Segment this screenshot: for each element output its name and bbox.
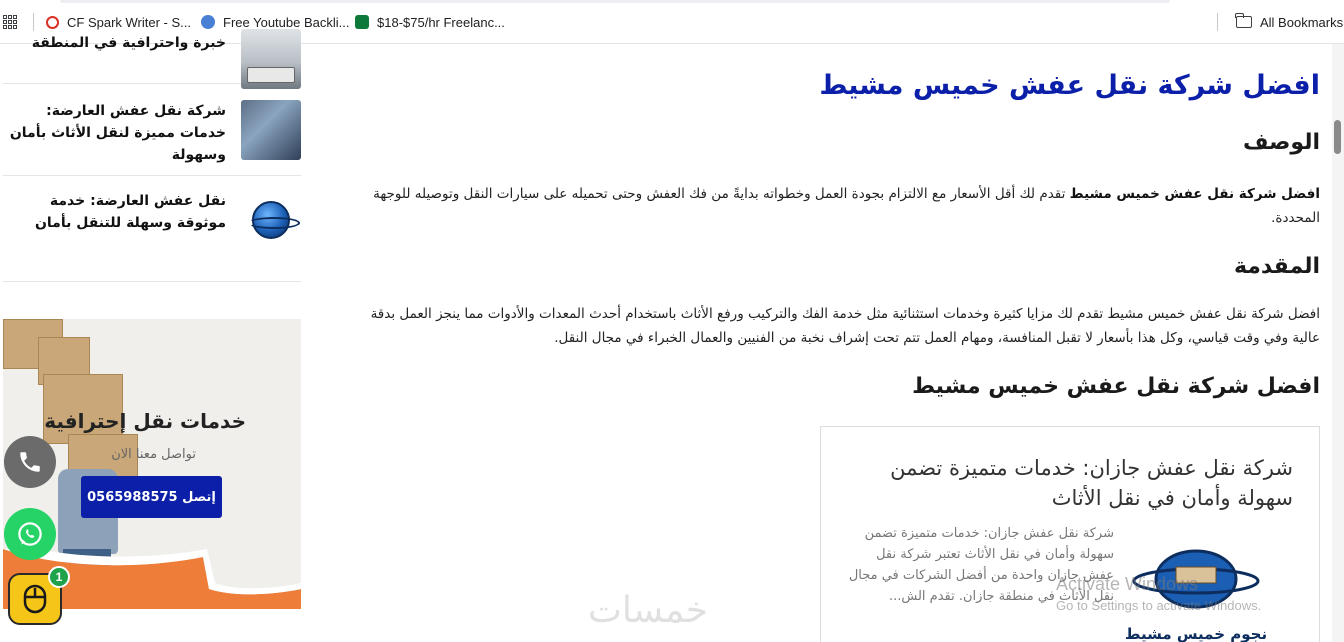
article xyxy=(340,44,1320,642)
description-heading: الوصف xyxy=(1242,130,1320,155)
whatsapp-icon xyxy=(15,519,45,549)
all-bookmarks-button[interactable] xyxy=(1236,12,1343,32)
banner-title: خدمات نقل إحترافية xyxy=(44,409,246,433)
section-heading: افضل شركة نقل عفش خميس مشيط xyxy=(912,374,1320,399)
floating-phone-button[interactable] xyxy=(4,436,56,488)
address-bar-edge xyxy=(60,0,1170,3)
all-bookmarks-label: All Bookmarks xyxy=(1260,14,1344,30)
notification-badge: 1 xyxy=(48,566,70,588)
bookmark-freelance[interactable] xyxy=(355,12,505,32)
globe-icon xyxy=(252,201,290,239)
related-post-title[interactable]: شركة نقل عفش جازان: خدمات متميزة تضمن سهولة وأمان في نقل الأثاث xyxy=(890,456,1293,510)
sidebar-post-title[interactable]: خبرة واحترافية في المنطقة xyxy=(31,35,226,51)
logo-text: نجوم خميس مشيط xyxy=(1124,625,1268,642)
banner-subtitle: تواصل معنا الان xyxy=(111,447,196,462)
description-text: تقدم لك أقل الأسعار مع الالتزام بجودة العمل وخطواته بدايةً من فك العفش وحتى تحميله على سيارات النقل وتوصيله للوجهة المحددة. xyxy=(373,186,1320,226)
sidebar-post-title[interactable]: شركة نقل عفش العارضة: خدمات مميزة لنقل الأثاث بأمان وسهولة xyxy=(9,103,226,163)
call-button[interactable]: إتصل 0565988575 xyxy=(81,476,222,518)
page-scrollbar[interactable] xyxy=(1332,44,1344,642)
bookmarks-separator xyxy=(1217,13,1218,31)
movers-thumbnail[interactable] xyxy=(241,100,301,160)
activation-subtitle: Go to Settings to activate Windows. xyxy=(1056,598,1262,613)
windows-activation-watermark xyxy=(1056,574,1261,613)
bookmark-label: CF Spark Writer - S... xyxy=(67,14,191,30)
description-paragraph xyxy=(360,182,1320,230)
khamsat-watermark: خمسات xyxy=(588,590,709,631)
truck-thumbnail[interactable] xyxy=(241,29,301,89)
sidebar-post-1[interactable] xyxy=(3,24,301,84)
description-bold: افضل شركة نقل عفش خميس مشيط xyxy=(1069,186,1320,202)
bookmark-label: Free Youtube Backli... xyxy=(223,14,350,30)
company-logo-thumbnail[interactable] xyxy=(241,190,301,250)
activation-title: Activate Windows xyxy=(1056,574,1199,594)
page-title: افضل شركة نقل عفش خميس مشيط xyxy=(819,70,1320,101)
mouse-icon xyxy=(22,584,48,614)
bookmark-label: $18-$75/hr Freelanc... xyxy=(377,14,505,30)
intro-paragraph: افضل شركة نقل عفش خميس مشيط تقدم لك مزايا كثيرة وخدمات استثنائية مثل خدمة الفك والتركيب ورفع الأثاث باستخدام أحدث المعدات والأدوات مما ينجز العمل بدقة عالية وفي وقت قياسي، وكل هذا بأسعار لا تقبل المنافسة، ومهام العمل تتم تحت إشراف نخبة من الفنيين والعمال الخبراء في مجال النقل. xyxy=(370,306,1320,346)
sidebar-post-2[interactable] xyxy=(3,84,301,176)
sidebar-post-title[interactable]: نقل عفش العارضة: خدمة موثوقة وسهلة للتنقل بأمان xyxy=(34,193,226,231)
freelance-favicon-icon xyxy=(355,15,369,29)
phone-icon xyxy=(17,449,43,475)
related-post-excerpt: شركة نقل عفش جازان: خدمات متميزة تضمن سهولة وأمان في نقل الأثاث تعتبر شركة نقل عفش جازان واحدة من أفضل الشركات في مجال نقل الأثاث في منطقة جازان. تقدم الش... xyxy=(848,526,1114,604)
scrollbar-thumb[interactable] xyxy=(1334,120,1341,154)
folder-icon xyxy=(1236,16,1252,28)
sidebar-post-3[interactable] xyxy=(3,176,301,282)
intro-heading: المقدمة xyxy=(1233,254,1320,279)
floating-whatsapp-button[interactable] xyxy=(4,508,56,560)
